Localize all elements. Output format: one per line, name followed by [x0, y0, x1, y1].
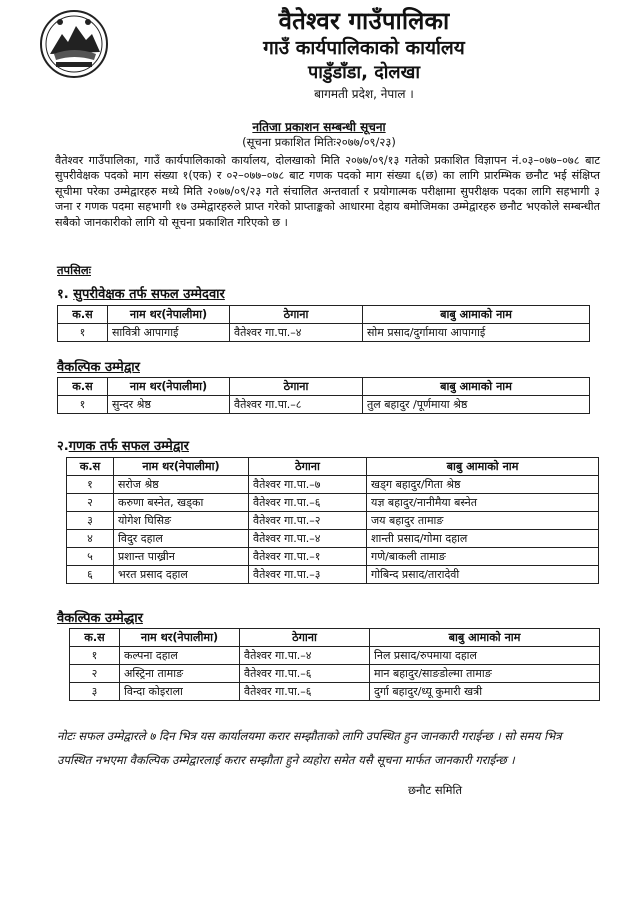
cell-address: वैतेश्वर गा.पा.–८	[230, 396, 363, 414]
col-header-address: ठेगाना	[240, 629, 370, 647]
cell-name: सुन्दर श्रेष्ठ	[108, 396, 230, 414]
cell-sn: ५	[67, 548, 114, 566]
table-header-row	[70, 629, 600, 647]
enumerator-alternate-table	[69, 628, 600, 701]
section-title: सुपरीवेक्षक तर्फ सफल उम्मेदवार	[73, 287, 225, 302]
col-header-name: नाम थर(नेपालीमा)	[108, 306, 230, 324]
cell-name: सावित्री आपागाई	[108, 324, 230, 342]
section-supervisor-alternate-heading	[57, 357, 140, 375]
col-header-sn: क.स	[58, 378, 108, 396]
section-title: वैकल्पिक उम्मेद्धार	[57, 611, 143, 626]
cell-address: वैतेश्वर गा.पा.–६	[240, 665, 370, 683]
details-label: तपसिलः	[57, 263, 91, 277]
supervisor-alternate-table	[57, 377, 590, 414]
cell-parents: खड्ग बहादुर/गिता श्रेष्ठ	[367, 476, 599, 494]
table-row	[70, 683, 600, 701]
enumerator-selected-table	[66, 457, 599, 584]
cell-name: विदुर दहाल	[114, 530, 249, 548]
table-row	[58, 324, 590, 342]
cell-address: वैतेश्वर गा.पा.–६	[240, 683, 370, 701]
table-row	[67, 566, 599, 584]
cell-address: वैतेश्वर गा.पा.–६	[249, 494, 367, 512]
table-row	[67, 494, 599, 512]
section-supervisor-heading	[57, 284, 225, 302]
cell-name: अस्ट्रिना तामाङ	[120, 665, 240, 683]
table-row	[70, 647, 600, 665]
cell-name: सरोज श्रेष्ठ	[114, 476, 249, 494]
cell-parents: यज्ञ बहादुर/नानीमैया बस्नेत	[367, 494, 599, 512]
cell-parents: गणे/बाकली तामाङ	[367, 548, 599, 566]
col-header-sn: क.स	[70, 629, 120, 647]
table-row	[67, 512, 599, 530]
cell-parents: जय बहादुर तामाङ	[367, 512, 599, 530]
office-location: पाडुँडाँडा, दोलखा	[307, 62, 420, 83]
cell-parents: मान बहादुर/साङडोल्मा तामाङ	[370, 665, 600, 683]
cell-sn: ४	[67, 530, 114, 548]
cell-parents: गोबिन्द प्रसाद/तारादेवी	[367, 566, 599, 584]
cell-address: वैतेश्वर गा.पा.–४	[230, 324, 363, 342]
nepal-emblem-logo	[38, 8, 110, 80]
section-number: २.	[57, 439, 69, 454]
table-header-row	[67, 458, 599, 476]
col-header-sn: क.स	[58, 306, 108, 324]
table-row	[70, 665, 600, 683]
col-header-address: ठेगाना	[230, 306, 363, 324]
cell-sn: १	[58, 396, 108, 414]
province-line: बागमती प्रदेश, नेपाल ।	[314, 87, 414, 101]
cell-name: विन्दा कोइराला	[120, 683, 240, 701]
section-enumerator-heading	[57, 436, 189, 454]
cell-name: भरत प्रसाद दहाल	[114, 566, 249, 584]
col-header-parents: बाबु आमाको नाम	[370, 629, 600, 647]
cell-sn: ३	[67, 512, 114, 530]
cell-sn: १	[58, 324, 108, 342]
footer-note: नोटः सफल उम्मेद्वारले ७ दिन भित्र यस कार्यालयमा करार सम्झौताको लागि उपस्थित हुन जानकारी गराईन्छ । सो समय भित्र उपस्थित नभएमा वैकल्पिक उम्मेद्वारलाई करार सम्झौता हुने व्यहोरा समेत यसै सूचना मार्फत जानकारी गराईन्छ ।	[57, 729, 562, 767]
table-header-row	[58, 378, 590, 396]
section-enumerator-alternate-heading	[57, 608, 143, 626]
cell-name: योगेश घिसिङ	[114, 512, 249, 530]
signature-committee: छनौट समिति	[408, 783, 463, 797]
cell-parents: शान्ती प्रसाद/गोमा दहाल	[367, 530, 599, 548]
col-header-address: ठेगाना	[230, 378, 363, 396]
office-name: गाउँ कार्यपालिकाको कार्यालय	[263, 37, 465, 59]
table-header-row	[58, 306, 590, 324]
cell-parents: दुर्गा बहादुर/ध्यू कुमारी खत्री	[370, 683, 600, 701]
cell-address: वैतेश्वर गा.पा.–३	[249, 566, 367, 584]
table-row	[67, 530, 599, 548]
cell-address: वैतेश्वर गा.पा.–२	[249, 512, 367, 530]
col-header-sn: क.स	[67, 458, 114, 476]
col-header-parents: बाबु आमाको नाम	[363, 306, 590, 324]
cell-address: वैतेश्वर गा.पा.–७	[249, 476, 367, 494]
cell-parents: सोम प्रसाद/दुर्गामाया आपागाई	[363, 324, 590, 342]
cell-name: प्रशान्त पाख्रीन	[114, 548, 249, 566]
cell-address: वैतेश्वर गा.पा.–४	[249, 530, 367, 548]
cell-sn: २	[67, 494, 114, 512]
table-row	[58, 396, 590, 414]
cell-sn: १	[70, 647, 120, 665]
table-row	[67, 476, 599, 494]
cell-sn: ६	[67, 566, 114, 584]
section-number: १.	[57, 287, 74, 302]
notice-body: वैतेश्वर गाउँपालिका, गाउँ कार्यपालिकाको कार्यालय, दोलखाको मिति २०७७/०९/१३ गतेको प्रकाशित विज्ञापन नं.०३–०७७–०७८ बाट सुपरीवेक्षक पदको माग संख्या १(एक) र ०२–०७७–०७८ बाट गणक पदको माग संख्या ६(छ) का लागि प्रारम्भिक छनौट भई संक्षिप्त सूचीमा परेका उम्मेद्वारहरु मध्ये मिति २०७७/०९/२३ गते संचालित अन्तवार्ता र प्रयोगात्मक परीक्षामा सुपरीक्षक पदका लागि सहभागी ३ जना र गणक पदमा सहभागी १७ उम्मेद्वारहरुले प्राप्त गरेको प्राप्ताङ्कको आधारमा देहाय बमोजिमका उम्मेद्वारहरु छनौट भएकोले सम्बन्धीत सबैको जानकारीको लागि यो सूचना प्रकाशित गरिएको छ ।	[55, 154, 600, 229]
cell-sn: ३	[70, 683, 120, 701]
cell-address: वैतेश्वर गा.पा.–१	[249, 548, 367, 566]
cell-name: करुणा बस्नेत, खड्का	[114, 494, 249, 512]
cell-parents: तुल बहादुर /पूर्णमाया श्रेष्ठ	[363, 396, 590, 414]
cell-sn: २	[70, 665, 120, 683]
cell-address: वैतेश्वर गा.पा.–४	[240, 647, 370, 665]
municipality-name: वैतेश्वर गाउँपालिका	[278, 7, 450, 35]
section-title: वैकल्पिक उम्मेद्वार	[57, 360, 140, 375]
cell-name: कल्पना दहाल	[120, 647, 240, 665]
col-header-name: नाम थर(नेपालीमा)	[114, 458, 249, 476]
col-header-name: नाम थर(नेपालीमा)	[120, 629, 240, 647]
cell-parents: निल प्रसाद/रुपमाया दहाल	[370, 647, 600, 665]
cell-sn: १	[67, 476, 114, 494]
notice-published-date: (सूचना प्रकाशित मितिः२०७७/०९/२३)	[242, 135, 396, 149]
notice-title: नतिजा प्रकाशन सम्बन्धी सूचना	[252, 120, 386, 134]
col-header-parents: बाबु आमाको नाम	[367, 458, 599, 476]
supervisor-selected-table	[57, 305, 590, 342]
section-title: गणक तर्फ सफल उम्मेद्वार	[68, 439, 189, 454]
table-row	[67, 548, 599, 566]
col-header-name: नाम थर(नेपालीमा)	[108, 378, 230, 396]
col-header-address: ठेगाना	[249, 458, 367, 476]
col-header-parents: बाबु आमाको नाम	[363, 378, 590, 396]
